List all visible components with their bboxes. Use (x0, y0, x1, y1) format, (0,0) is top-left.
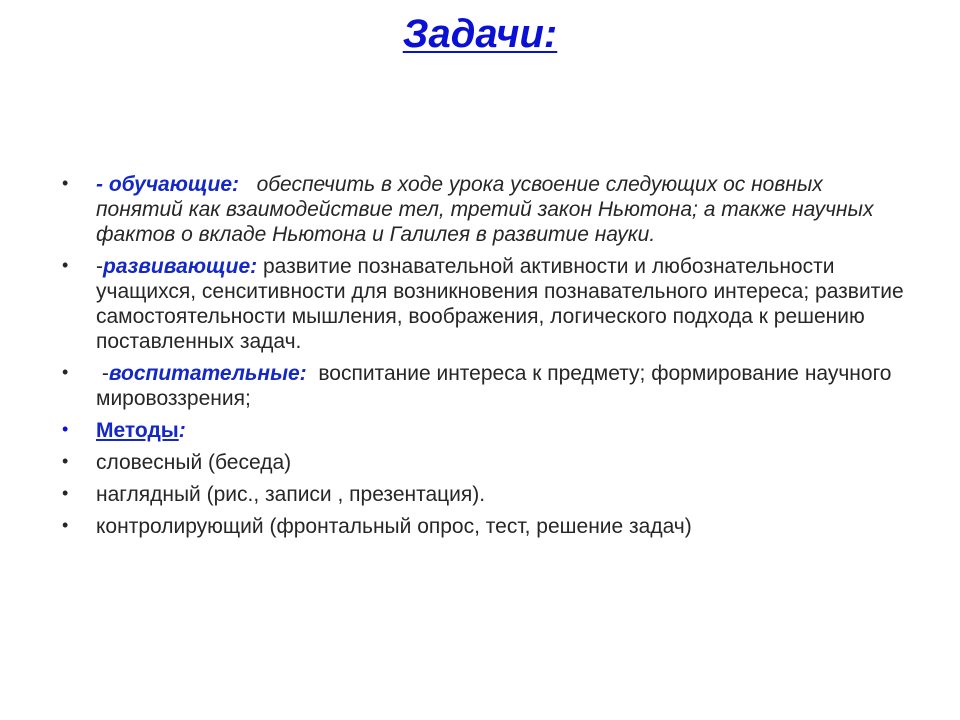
bullet-dot: • (62, 483, 69, 503)
methods-link[interactable]: Методы (96, 419, 179, 442)
educational-text: воспитание интереса к предмету; формирование научного мировоззрения; (96, 362, 892, 410)
method-item-text: наглядный (рис., записи , презентация). (96, 483, 486, 506)
bullet-dot: • (62, 362, 69, 382)
bullet-item-educational (60, 361, 910, 411)
educational-label: воспитательные: (108, 362, 307, 385)
methods-suffix: : (178, 419, 186, 442)
bullet-dot: • (62, 173, 69, 193)
method-item-text: контролирующий (фронтальный опрос, тест, решение задач) (96, 515, 692, 538)
method-item (60, 450, 910, 475)
bullet-dot: • (62, 515, 69, 535)
educational-prefix: - (101, 362, 109, 385)
method-item-text: словесный (беседа) (96, 451, 292, 474)
developing-prefix: - (96, 255, 103, 278)
bullet-dot: • (62, 451, 69, 471)
teaching-label: - обучающие: (96, 173, 240, 196)
bullet-item-methods (60, 418, 910, 443)
bullet-list (60, 172, 910, 546)
slide-title: Задачи: (402, 12, 558, 56)
developing-label: развивающие: (103, 255, 258, 278)
bullet-item-developing (60, 254, 910, 354)
bullet-dot: • (62, 255, 69, 275)
method-item (60, 482, 910, 507)
method-item (60, 514, 910, 539)
teaching-text: обеспечить в ходе урока усвоение следующих ос новных понятий как взаимодействие тел, третий закон Ньютона; а также научных фактов о вкладе Ньютона и Галилея в развитие науки. (96, 173, 874, 246)
developing-text: развитие познавательной активности и любознательности учащихся, сенситивности для возникновения познавательного интереса; развитие самостоятельности мышления, воображения, логического подхода к решению поставленных задач. (96, 255, 904, 353)
bullet-dot: • (62, 419, 69, 439)
bullet-item-teaching (60, 172, 910, 247)
